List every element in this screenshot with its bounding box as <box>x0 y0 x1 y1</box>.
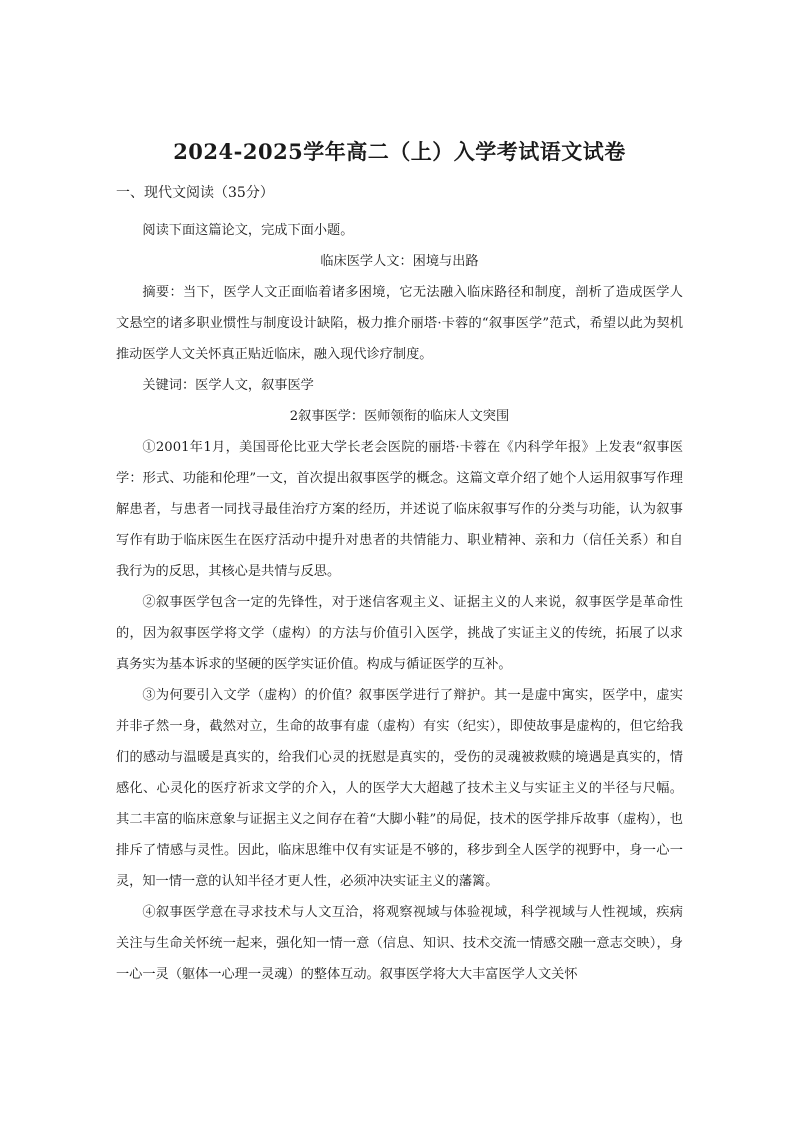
instruction-text: 阅读下面这篇论文，完成下面小题。 <box>142 223 354 238</box>
keywords-text: 关键词：医学人文，叙事医学 <box>142 378 314 393</box>
section-heading: 一、现代文阅读（35分） <box>116 185 274 201</box>
paragraph-3: ③为何要引入文学（虚构）的价值？叙事医学进行了辩护。其一是虚中寓实，医学中，虚实并非孑然一身，截然对立，生命的故事有虚（虚构）有实（纪实），即使故事是虚构的，但它给我们的感动与温暖是真实的，给我们心灵的抚慰是真实的，受伤的灵魂被救赎的境遇是真实的，情感化、心灵化的医疗祈求文学的介入，人的医学大大超越了技术主义与实证主义的半径与尺幅。其二丰富的临床意象与证据主义之间存在着“大脚小鞋”的局促，技术的医学排斥故事（虚构），也排斥了情感与灵性。因此，临床思维中仅有实证是不够的，移步到全人医学的视野中，身一心一灵，知一情一意的认知半径才更人性，必须冲决实证主义的藩篱。 <box>116 688 683 889</box>
article-title: 临床医学人文：困境与出路 <box>320 254 479 269</box>
paragraph-2: ②叙事医学包含一定的先锋性，对于迷信客观主义、证据主义的人来说，叙事医学是革命性的，因为叙事医学将文学（虚构）的方法与价值引入医学，挑战了实证主义的传统，拓展了以求真务实为基本诉求的坚硬的医学实证价值。构成与循证医学的互补。 <box>116 595 683 672</box>
exam-title: 2024-2025学年高二（上）入学考试语文试卷 <box>173 139 626 164</box>
abstract-text: 摘要：当下，医学人文正面临着诸多困境，它无法融入临床路径和制度，剖析了造成医学人文悬空的诸多职业惯性与制度设计缺陷，极力推介丽塔·卡蓉的“叙事医学”范式，希望以此为契机推动医学人文关怀真正贴近临床，融入现代诊疗制度。 <box>116 285 683 362</box>
subheading: 2叙事医学：医师领衔的临床人文突围 <box>289 409 510 424</box>
paragraph-4: ④叙事医学意在寻求技术与人文互洽，将观察视域与体验视域，科学视域与人性视域，疾病关注与生命关怀统一起来，强化知一情一意（信息、知识、技术交流一情感交融一意志交映），身一心一灵（躯体一心理一灵魂）的整体互动。叙事医学将大大丰富医学人文关怀 <box>116 905 683 982</box>
paragraph-1: ①2001年1月，美国哥伦比亚大学长老会医院的丽塔·卡蓉在《内科学年报》上发表“叙事医学：形式、功能和伦理”一文，首次提出叙事医学的概念。这篇文章介绍了她个人运用叙事写作理解患者，与患者一同找寻最佳治疗方案的经历，并述说了临床叙事写作的分类与功能，认为叙事写作有助于临床医生在医疗活动中提升对患者的共情能力、职业精神、亲和力（信任关系）和自我行为的反思，其核心是共情与反思。 <box>116 440 683 579</box>
